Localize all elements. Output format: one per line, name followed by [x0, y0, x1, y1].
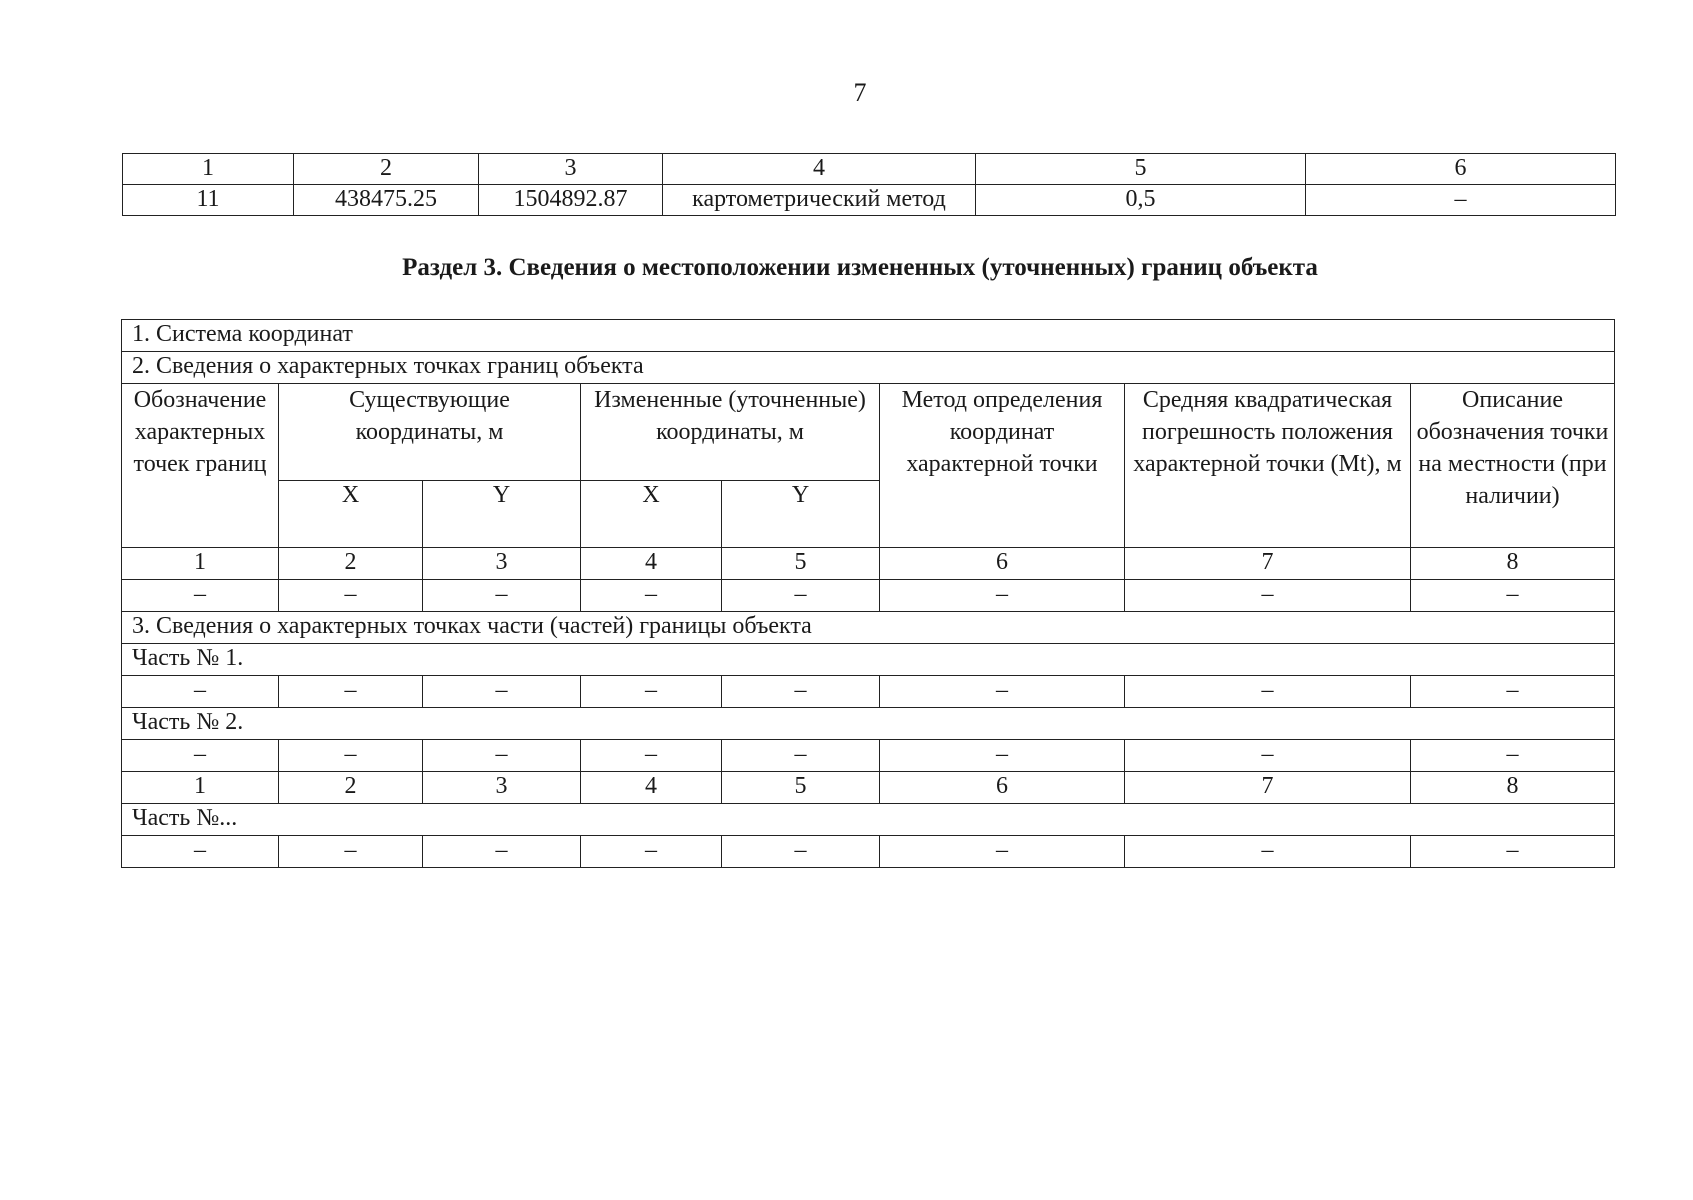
dash-cell: – [722, 676, 880, 708]
header-description: Описание обозначения точки на местности (при наличии) [1411, 384, 1615, 548]
dash-cell: – [423, 740, 581, 772]
column-numbers-row [122, 548, 1615, 580]
dash-row [122, 580, 1615, 612]
dash-cell: – [722, 580, 880, 612]
points-title: 2. Сведения о характерных точках границ объекта [122, 352, 1615, 384]
header-changed-coords: Измененные (уточненные) координаты, м [581, 384, 880, 481]
header-designation: Обозначение характерных точек границ [122, 384, 279, 548]
dash-cell: – [880, 580, 1125, 612]
coord-system-row [122, 320, 1615, 352]
dash-cell: – [1411, 580, 1615, 612]
column-numbers-row [122, 772, 1615, 804]
header-x: X [581, 481, 722, 548]
dash-cell: – [581, 580, 722, 612]
dash-cell: – [279, 580, 423, 612]
col-number: 1 [122, 548, 279, 580]
dash-row [122, 836, 1615, 868]
col-number: 4 [663, 154, 976, 185]
part-1-label: Часть № 1. [122, 644, 1615, 676]
col-number: 6 [880, 772, 1125, 804]
col-number: 7 [1125, 548, 1411, 580]
col-number: 6 [880, 548, 1125, 580]
header-error: Средняя квадратическая погрешность положения характерной точки (Mt), м [1125, 384, 1411, 548]
dash-cell: – [581, 836, 722, 868]
dash-cell: – [423, 836, 581, 868]
section-title: Раздел 3. Сведения о местоположении измененных (уточненных) границ объекта [402, 254, 1318, 281]
point-id: 11 [123, 185, 294, 216]
col-number: 5 [722, 772, 880, 804]
page-number: 7 [853, 78, 867, 107]
dash-cell: – [880, 676, 1125, 708]
dash-cell: – [122, 836, 279, 868]
dash-cell: – [722, 740, 880, 772]
parts-title: 3. Сведения о характерных точках части (частей) границы объекта [122, 612, 1615, 644]
col-number: 8 [1411, 548, 1615, 580]
dash-cell: – [279, 740, 423, 772]
header-y: Y [722, 481, 880, 548]
col-number: 2 [279, 548, 423, 580]
method: картометрический метод [663, 185, 976, 216]
col-number: 5 [976, 154, 1306, 185]
col-number: 4 [581, 548, 722, 580]
header-y: Y [423, 481, 581, 548]
coord-y: 1504892.87 [479, 185, 663, 216]
part-n-row [122, 804, 1615, 836]
parts-title-row [122, 612, 1615, 644]
coord-x: 438475.25 [294, 185, 479, 216]
dash-cell: – [423, 676, 581, 708]
part-2-row [122, 708, 1615, 740]
col-number: 6 [1306, 154, 1616, 185]
error: 0,5 [976, 185, 1306, 216]
header-x: X [279, 481, 423, 548]
header-row [122, 384, 1615, 481]
description: – [1306, 185, 1616, 216]
part-2-label: Часть № 2. [122, 708, 1615, 740]
points-title-row [122, 352, 1615, 384]
col-number: 1 [123, 154, 294, 185]
col-number: 1 [122, 772, 279, 804]
col-number: 2 [279, 772, 423, 804]
dash-cell: – [122, 740, 279, 772]
col-number: 4 [581, 772, 722, 804]
col-number: 7 [1125, 772, 1411, 804]
previous-table-continuation [122, 153, 1616, 216]
table-row [123, 185, 1616, 216]
dash-cell: – [1411, 676, 1615, 708]
dash-cell: – [581, 676, 722, 708]
coord-system-label: 1. Система координат [122, 320, 1615, 352]
dash-row [122, 676, 1615, 708]
dash-cell: – [122, 580, 279, 612]
col-number: 3 [479, 154, 663, 185]
col-number: 3 [423, 548, 581, 580]
boundaries-table [121, 319, 1615, 868]
dash-cell: – [581, 740, 722, 772]
dash-cell: – [279, 836, 423, 868]
dash-cell: – [1125, 580, 1411, 612]
dash-cell: – [1125, 676, 1411, 708]
dash-cell: – [279, 676, 423, 708]
col-number: 3 [423, 772, 581, 804]
col-number: 5 [722, 548, 880, 580]
dash-cell: – [1411, 836, 1615, 868]
dash-cell: – [1411, 740, 1615, 772]
dash-cell: – [1125, 740, 1411, 772]
header-method: Метод определения координат характерной точки [880, 384, 1125, 548]
part-1-row [122, 644, 1615, 676]
dash-row [122, 740, 1615, 772]
dash-cell: – [1125, 836, 1411, 868]
dash-cell: – [423, 580, 581, 612]
dash-cell: – [880, 740, 1125, 772]
dash-cell: – [122, 676, 279, 708]
dash-cell: – [880, 836, 1125, 868]
col-number: 8 [1411, 772, 1615, 804]
col-number: 2 [294, 154, 479, 185]
table-header-row [123, 154, 1616, 185]
header-existing-coords: Существующие координаты, м [279, 384, 581, 481]
part-n-label: Часть №... [122, 804, 1615, 836]
dash-cell: – [722, 836, 880, 868]
